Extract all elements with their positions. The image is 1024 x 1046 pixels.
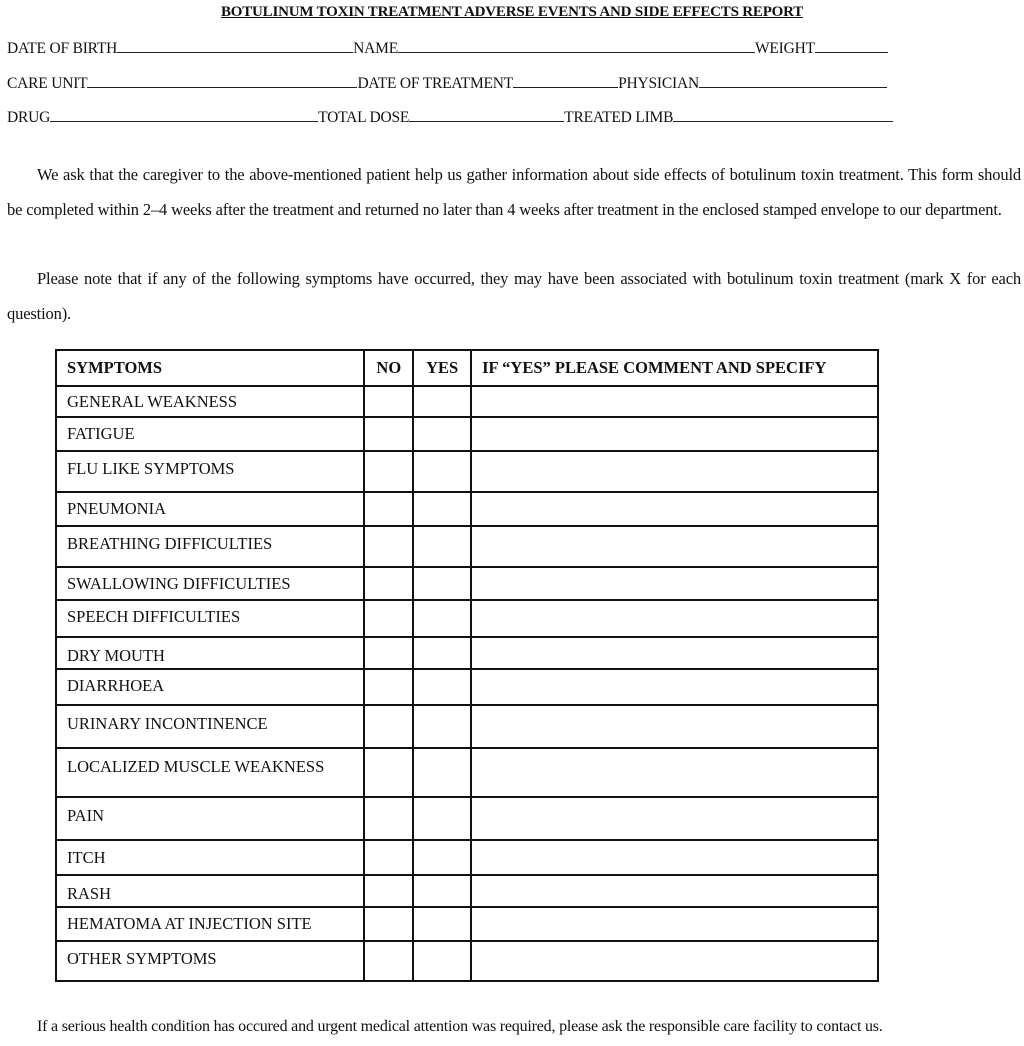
symptom-label: GENERAL WEAKNESS (56, 386, 364, 417)
no-checkbox[interactable] (364, 386, 413, 417)
yes-checkbox[interactable] (413, 748, 471, 797)
table-row (56, 600, 878, 637)
comment-field[interactable] (471, 492, 878, 526)
weight-label: WEIGHT (754, 40, 815, 57)
header-yes: YES (413, 350, 471, 386)
date-of-treatment-field[interactable] (513, 73, 618, 88)
symptom-label: OTHER SYMPTOMS (56, 941, 364, 981)
instructions-text: We ask that the caregiver to the above-mentioned patient help us gather information about side effects of botulinum toxin treatment. This form should be completed within 2–4 weeks after the treatment and returned no later than 4 weeks after treatment in the enclosed stamped envelope to our department. (7, 165, 1021, 219)
field-row-2 (7, 73, 887, 93)
comment-field[interactable] (471, 669, 878, 705)
yes-checkbox[interactable] (413, 875, 471, 907)
table-header-row (56, 350, 878, 386)
table-row (56, 451, 878, 492)
yes-checkbox[interactable] (413, 705, 471, 748)
table-row (56, 669, 878, 705)
no-checkbox[interactable] (364, 600, 413, 637)
date-of-birth-label: DATE OF BIRTH (7, 40, 118, 57)
table-row (56, 941, 878, 981)
symptoms-table (55, 349, 879, 982)
physician-label: PHYSICIAN (618, 75, 699, 92)
note-paragraph (7, 262, 1021, 331)
symptom-label: SWALLOWING DIFFICULTIES (56, 567, 364, 600)
symptom-label: URINARY INCONTINENCE (56, 705, 364, 748)
symptom-label: LOCALIZED MUSCLE WEAKNESS (56, 748, 364, 797)
table-row (56, 567, 878, 600)
drug-label: DRUG (7, 109, 51, 126)
total-dose-label: TOTAL DOSE (318, 109, 410, 126)
no-checkbox[interactable] (364, 637, 413, 669)
table-row (56, 637, 878, 669)
table-row (56, 907, 878, 941)
table-row (56, 797, 878, 840)
symptom-label: PAIN (56, 797, 364, 840)
yes-checkbox[interactable] (413, 451, 471, 492)
no-checkbox[interactable] (364, 797, 413, 840)
comment-field[interactable] (471, 600, 878, 637)
note-text: Please note that if any of the following symptoms have occurred, they may have been associated with botulinum toxin treatment (mark X for each question). (7, 269, 1021, 323)
no-checkbox[interactable] (364, 567, 413, 600)
yes-checkbox[interactable] (413, 840, 471, 875)
drug-field[interactable] (50, 107, 318, 122)
table-row (56, 417, 878, 451)
treated-limb-label: TREATED LIMB (564, 109, 674, 126)
yes-checkbox[interactable] (413, 386, 471, 417)
yes-checkbox[interactable] (413, 941, 471, 981)
yes-checkbox[interactable] (413, 526, 471, 567)
header-comment: IF “YES” PLEASE COMMENT AND SPECIFY (471, 350, 878, 386)
header-symptoms: SYMPTOMS (56, 350, 364, 386)
symptom-label: RASH (56, 875, 364, 907)
table-row (56, 875, 878, 907)
physician-field[interactable] (699, 73, 887, 88)
instructions-paragraph (7, 158, 1021, 227)
symptom-label: HEMATOMA AT INJECTION SITE (56, 907, 364, 941)
comment-field[interactable] (471, 637, 878, 669)
no-checkbox[interactable] (364, 526, 413, 567)
symptom-label: DIARRHOEA (56, 669, 364, 705)
table-row (56, 386, 878, 417)
yes-checkbox[interactable] (413, 417, 471, 451)
comment-field[interactable] (471, 705, 878, 748)
no-checkbox[interactable] (364, 941, 413, 981)
treated-limb-field[interactable] (673, 107, 893, 122)
comment-field[interactable] (471, 797, 878, 840)
no-checkbox[interactable] (364, 705, 413, 748)
header-no: NO (364, 350, 413, 386)
care-unit-label: CARE UNIT (7, 75, 88, 92)
symptom-label: ITCH (56, 840, 364, 875)
symptom-label: FATIGUE (56, 417, 364, 451)
no-checkbox[interactable] (364, 907, 413, 941)
yes-checkbox[interactable] (413, 797, 471, 840)
symptom-label: FLU LIKE SYMPTOMS (56, 451, 364, 492)
symptom-label: DRY MOUTH (56, 637, 364, 669)
form-title: BOTULINUM TOXIN TREATMENT ADVERSE EVENTS AND SIDE EFFECTS REPORT (220, 4, 804, 20)
no-checkbox[interactable] (364, 875, 413, 907)
comment-field[interactable] (471, 417, 878, 451)
yes-checkbox[interactable] (413, 637, 471, 669)
no-checkbox[interactable] (364, 451, 413, 492)
no-checkbox[interactable] (364, 840, 413, 875)
comment-field[interactable] (471, 941, 878, 981)
comment-field[interactable] (471, 526, 878, 567)
weight-field[interactable] (815, 38, 888, 53)
table-row (56, 526, 878, 567)
comment-field[interactable] (471, 451, 878, 492)
table-row (56, 492, 878, 526)
no-checkbox[interactable] (364, 492, 413, 526)
total-dose-field[interactable] (409, 107, 564, 122)
symptom-label: PNEUMONIA (56, 492, 364, 526)
name-field[interactable] (398, 38, 755, 53)
footer-note: If a serious health condition has occured and urgent medical attention was required, please ask the responsible care facility to contact us. (37, 1018, 883, 1035)
comment-field[interactable] (471, 386, 878, 417)
comment-field[interactable] (471, 907, 878, 941)
no-checkbox[interactable] (364, 669, 413, 705)
comment-field[interactable] (471, 567, 878, 600)
yes-checkbox[interactable] (413, 567, 471, 600)
table-row (56, 840, 878, 875)
table-row (56, 705, 878, 748)
field-row-1 (7, 38, 888, 58)
field-row-3 (7, 107, 893, 127)
care-unit-field[interactable] (87, 73, 357, 88)
no-checkbox[interactable] (364, 417, 413, 451)
comment-field[interactable] (471, 875, 878, 907)
comment-field[interactable] (471, 748, 878, 797)
no-checkbox[interactable] (364, 748, 413, 797)
yes-checkbox[interactable] (413, 907, 471, 941)
date-of-treatment-label: DATE OF TREATMENT (357, 75, 514, 92)
table-row (56, 748, 878, 797)
yes-checkbox[interactable] (413, 669, 471, 705)
symptom-label: SPEECH DIFFICULTIES (56, 600, 364, 637)
symptom-label: BREATHING DIFFICULTIES (56, 526, 364, 567)
name-label: NAME (353, 40, 398, 57)
date-of-birth-field[interactable] (117, 38, 353, 53)
yes-checkbox[interactable] (413, 600, 471, 637)
comment-field[interactable] (471, 840, 878, 875)
yes-checkbox[interactable] (413, 492, 471, 526)
